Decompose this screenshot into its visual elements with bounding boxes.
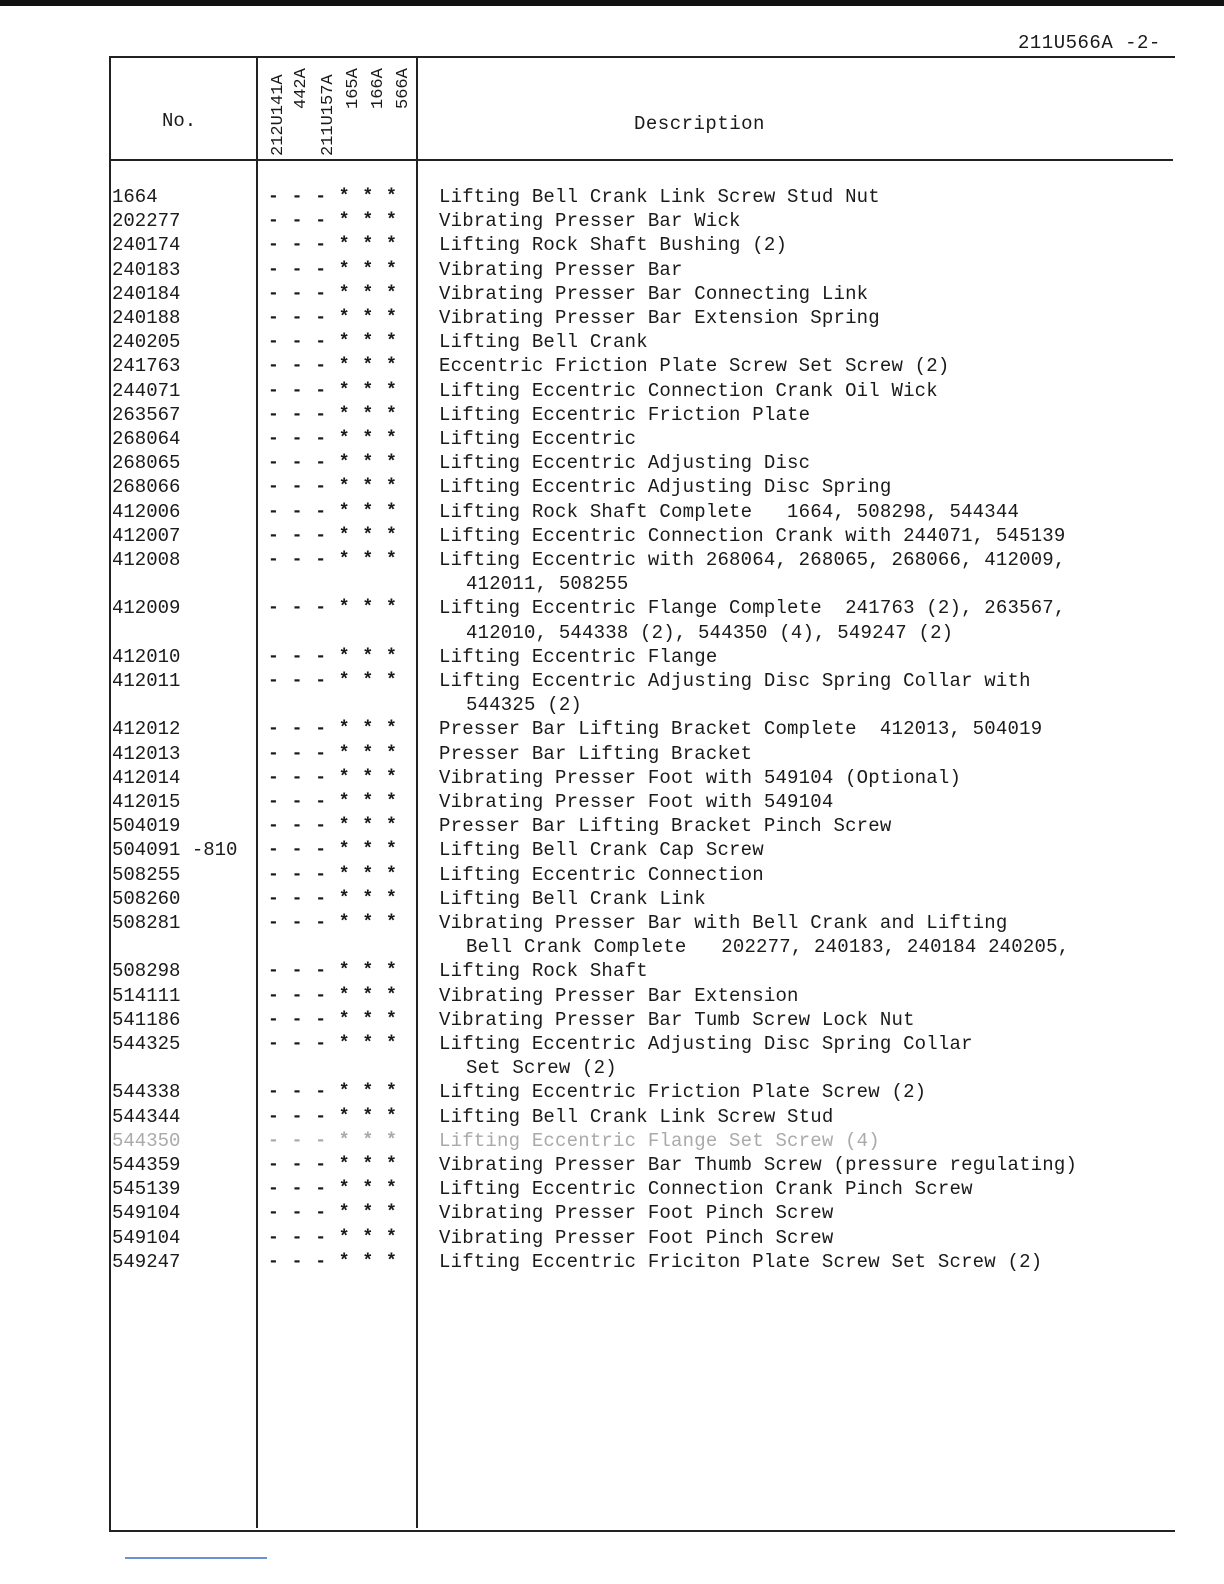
model-applicability-marks: - - - * * * <box>268 1179 398 1200</box>
model-applicability-marks: - - - * * * <box>268 187 398 207</box>
part-number: 240183 <box>112 258 181 281</box>
model-applicability-marks: - - - * * * <box>268 1034 398 1054</box>
model-applicability-marks: - - - * * * <box>268 816 398 837</box>
part-number: 508281 <box>112 912 181 934</box>
model-applicability-marks: - - - * * * <box>268 767 398 788</box>
part-number: 412010 <box>112 645 181 668</box>
part-description-continued: Set Screw (2) <box>466 1057 617 1080</box>
part-description: Presser Bar Lifting Bracket <box>439 742 753 765</box>
part-number: 508298 <box>112 960 181 983</box>
model-applicability-marks: - - - * * * <box>268 283 398 304</box>
top-rule <box>0 0 1224 6</box>
model-header-211u157a: 211U157A <box>319 74 338 156</box>
part-number: 412014 <box>112 766 181 789</box>
part-description: Vibrating Presser Foot Pinch Screw <box>439 1202 834 1225</box>
model-applicability-marks: - - - * * * <box>268 1130 398 1151</box>
part-description: Lifting Eccentric Flange <box>439 645 718 668</box>
part-description: Vibrating Presser Foot with 549104 <box>439 791 834 813</box>
model-applicability-marks: - - - * * * <box>268 646 398 667</box>
part-number: 544338 <box>112 1081 181 1104</box>
part-description: Lifting Rock Shaft Complete 1664, 508298, 544344 <box>439 500 1020 523</box>
part-number: 549104 <box>112 1226 181 1249</box>
part-description: Vibrating Presser Bar Thumb Screw (pressure regulating) <box>439 1154 1078 1176</box>
model-applicability-marks: - - - * * * <box>268 743 398 764</box>
part-description: Lifting Rock Shaft <box>439 960 648 983</box>
part-description: Lifting Bell Crank Link Screw Stud <box>439 1105 834 1128</box>
model-applicability-marks: - - - * * * <box>268 1082 398 1103</box>
model-applicability-marks: - - - * * * <box>268 550 398 570</box>
model-applicability-marks: - - - * * * <box>268 308 398 328</box>
model-applicability-marks: - - - * * * <box>268 913 398 933</box>
part-description: Lifting Eccentric Friciton Plate Screw Set Screw (2) <box>439 1250 1043 1273</box>
part-number: 268064 <box>112 428 181 450</box>
model-applicability-marks: - - - * * * <box>268 477 398 498</box>
header-rule <box>109 159 1173 161</box>
part-number: 412012 <box>112 718 181 741</box>
part-description: Vibrating Presser Bar Tumb Screw Lock Nut <box>439 1008 915 1031</box>
column-divider-models <box>416 56 418 1528</box>
model-applicability-marks: - - - * * * <box>268 961 398 982</box>
part-description: Vibrating Presser Bar <box>439 258 683 281</box>
model-applicability-marks: - - - * * * <box>268 1009 398 1030</box>
model-applicability-marks: - - - * * * <box>268 1155 398 1175</box>
model-applicability-marks: - - - * * * <box>268 356 398 377</box>
part-description: Lifting Eccentric Connection <box>439 863 764 886</box>
part-description: Lifting Eccentric Connection Crank Oil Wick <box>439 379 938 402</box>
part-description: Lifting Eccentric with 268064, 268065, 268066, 412009, <box>439 549 1066 571</box>
part-number: 412006 <box>112 500 181 523</box>
part-number: 240188 <box>112 307 181 329</box>
part-description: Lifting Bell Crank <box>439 331 648 354</box>
part-number: 508260 <box>112 887 181 910</box>
part-number: 241763 <box>112 355 181 378</box>
part-number: 514111 <box>112 984 181 1007</box>
part-description: Presser Bar Lifting Bracket Pinch Screw <box>439 815 892 838</box>
model-applicability-marks: - - - * * * <box>268 380 398 401</box>
model-applicability-marks: - - - * * * <box>268 719 398 740</box>
part-description: Vibrating Presser Foot with 549104 (Optional) <box>439 766 962 789</box>
part-description-continued: 412011, 508255 <box>466 573 629 596</box>
part-description: Presser Bar Lifting Bracket Complete 412013, 504019 <box>439 718 1043 741</box>
part-number: 544325 <box>112 1033 181 1055</box>
part-description: Lifting Eccentric Connection Crank with 244071, 545139 <box>439 524 1066 547</box>
part-number: 549104 <box>112 1202 181 1225</box>
part-number: 244071 <box>112 379 181 402</box>
part-number: 268065 <box>112 452 181 475</box>
model-applicability-marks: - - - * * * <box>268 453 398 474</box>
model-applicability-marks: - - - * * * <box>268 1227 398 1248</box>
model-applicability-marks: - - - * * * <box>268 211 398 232</box>
part-description: Lifting Bell Crank Cap Screw <box>439 839 764 862</box>
part-description: Vibrating Presser Foot Pinch Screw <box>439 1226 834 1249</box>
part-number: 504091 -810 <box>112 839 238 862</box>
model-applicability-marks: - - - * * * <box>268 985 398 1006</box>
part-description: Lifting Eccentric Friction Plate Screw (2) <box>439 1081 927 1104</box>
part-number: 412011 <box>112 670 181 692</box>
part-number: 544344 <box>112 1105 181 1128</box>
part-number: 545139 <box>112 1178 181 1201</box>
model-header-166a: 166A <box>369 68 388 109</box>
part-description: Lifting Bell Crank Link <box>439 887 706 910</box>
part-description-continued: 412010, 544338 (2), 544350 (4), 549247 (2) <box>466 621 954 644</box>
model-applicability-marks: - - - * * * <box>268 404 398 425</box>
model-header-442a: 442A <box>292 68 311 109</box>
part-number: 240174 <box>112 234 181 257</box>
part-number: 412008 <box>112 549 181 571</box>
part-number: 541186 <box>112 1008 181 1031</box>
model-applicability-marks: - - - * * * <box>268 792 398 812</box>
part-number: 544359 <box>112 1154 181 1176</box>
model-applicability-marks: - - - * * * <box>268 525 398 546</box>
model-header-566a: 566A <box>394 68 413 109</box>
model-applicability-marks: - - - * * * <box>268 840 398 861</box>
model-applicability-marks: - - - * * * <box>268 598 398 619</box>
part-number: 240184 <box>112 282 181 305</box>
part-description: Lifting Bell Crank Link Screw Stud Nut <box>439 186 880 208</box>
part-description: Lifting Eccentric Connection Crank Pinch Screw <box>439 1178 973 1201</box>
model-applicability-marks: - - - * * * <box>268 1251 398 1272</box>
part-description: Lifting Eccentric Flange Complete 241763 (2), 263567, <box>439 597 1066 620</box>
model-header-165a: 165A <box>344 68 363 109</box>
part-number: 508255 <box>112 863 181 886</box>
model-applicability-marks: - - - * * * <box>268 501 398 522</box>
document-code: 211U566A -2- <box>1018 32 1161 54</box>
part-description-continued: Bell Crank Complete 202277, 240183, 240184 240205, <box>466 936 1070 959</box>
model-applicability-marks: - - - * * * <box>268 332 398 353</box>
part-number: 268066 <box>112 476 181 499</box>
column-header-description: Description <box>634 113 765 135</box>
part-description: Eccentric Friction Plate Screw Set Screw (2) <box>439 355 950 378</box>
part-description: Vibrating Presser Bar Extension <box>439 984 799 1007</box>
part-description: Lifting Rock Shaft Bushing (2) <box>439 234 788 257</box>
part-number: 263567 <box>112 403 181 426</box>
part-number: 549247 <box>112 1250 181 1273</box>
part-number: 412009 <box>112 597 181 620</box>
model-applicability-marks: - - - * * * <box>268 429 398 449</box>
part-description: Vibrating Presser Bar Wick <box>439 210 741 233</box>
model-header-212u141a: 212U141A <box>269 74 288 156</box>
bottom-link-underline <box>125 1557 267 1559</box>
column-divider-no <box>256 56 258 1528</box>
model-applicability-marks: - - - * * * <box>268 1106 398 1127</box>
part-description-continued: 544325 (2) <box>466 694 583 717</box>
part-description: Lifting Eccentric Adjusting Disc Spring <box>439 476 892 499</box>
part-number: 412013 <box>112 742 181 765</box>
part-number: 240205 <box>112 331 181 354</box>
model-applicability-marks: - - - * * * <box>268 235 398 256</box>
part-number: 544350 <box>112 1129 181 1152</box>
model-applicability-marks: - - - * * * <box>268 1203 398 1224</box>
part-description: Lifting Eccentric <box>439 428 637 450</box>
part-description: Vibrating Presser Bar Extension Spring <box>439 307 880 329</box>
part-description: Lifting Eccentric Adjusting Disc Spring Collar with <box>439 670 1031 692</box>
part-description: Vibrating Presser Bar Connecting Link <box>439 282 869 305</box>
part-number: 412007 <box>112 524 181 547</box>
part-description: Vibrating Presser Bar with Bell Crank and Lifting <box>439 912 1008 934</box>
part-description: Lifting Eccentric Friction Plate <box>439 403 811 426</box>
part-number: 504019 <box>112 815 181 838</box>
part-description: Lifting Eccentric Flange Set Screw (4) <box>439 1129 880 1152</box>
model-applicability-marks: - - - * * * <box>268 671 398 691</box>
part-number: 412015 <box>112 791 181 813</box>
model-applicability-marks: - - - * * * <box>268 888 398 909</box>
column-header-no: No. <box>162 110 197 132</box>
model-applicability-marks: - - - * * * <box>268 259 398 280</box>
part-number: 1664 <box>112 186 158 208</box>
part-number: 202277 <box>112 210 181 233</box>
part-description: Lifting Eccentric Adjusting Disc <box>439 452 811 475</box>
model-applicability-marks: - - - * * * <box>268 864 398 885</box>
part-description: Lifting Eccentric Adjusting Disc Spring Collar <box>439 1033 973 1055</box>
